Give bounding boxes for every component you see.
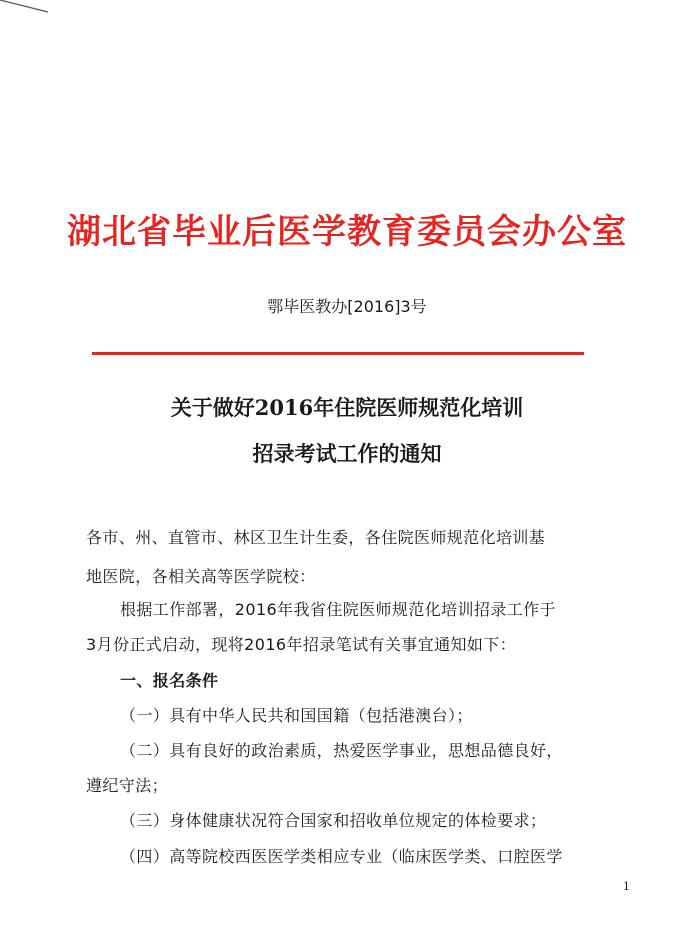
- addressee-line-1: 各市、州、直管市、林区卫生计生委，各住院医师规范化培训基: [86, 528, 546, 547]
- intro-line-1: 根据工作部署，2016年我省住院医师规范化培训招录工作于: [120, 600, 556, 619]
- issuing-office-title: 湖北省毕业后医学教育委员会办公室: [67, 212, 627, 252]
- intro-line-2: 3月份正式启动，现将2016年招录笔试有关事宜通知如下：: [86, 635, 517, 654]
- red-divider-line: [92, 352, 584, 355]
- addressee-line-2: 地医院，各相关高等医学院校：: [86, 567, 316, 586]
- condition-item-2-line-2: 遵纪守法；: [86, 776, 169, 795]
- document-number: 鄂毕医教办[2016]3号: [267, 297, 427, 316]
- condition-item-3: （三）身体健康状况符合国家和招收单位规定的体检要求；: [120, 811, 547, 830]
- condition-item-2-line-1: （二）具有良好的政治素质，热爱医学事业，思想品德良好，: [120, 741, 563, 760]
- notice-title-line-1: 关于做好2016年住院医师规范化培训: [170, 395, 524, 420]
- condition-item-1: （一）具有中华人民共和国国籍（包括港澳台）；: [120, 706, 473, 725]
- scan-edge-mark: [0, 0, 60, 20]
- condition-item-4-line-1: （四）高等院校西医医学类相应专业（临床医学类、口腔医学: [120, 847, 563, 866]
- notice-title-line-2: 招录考试工作的通知: [252, 441, 442, 466]
- page-number: 1: [623, 880, 630, 893]
- section-heading-registration-conditions: 一、报名条件: [120, 671, 219, 690]
